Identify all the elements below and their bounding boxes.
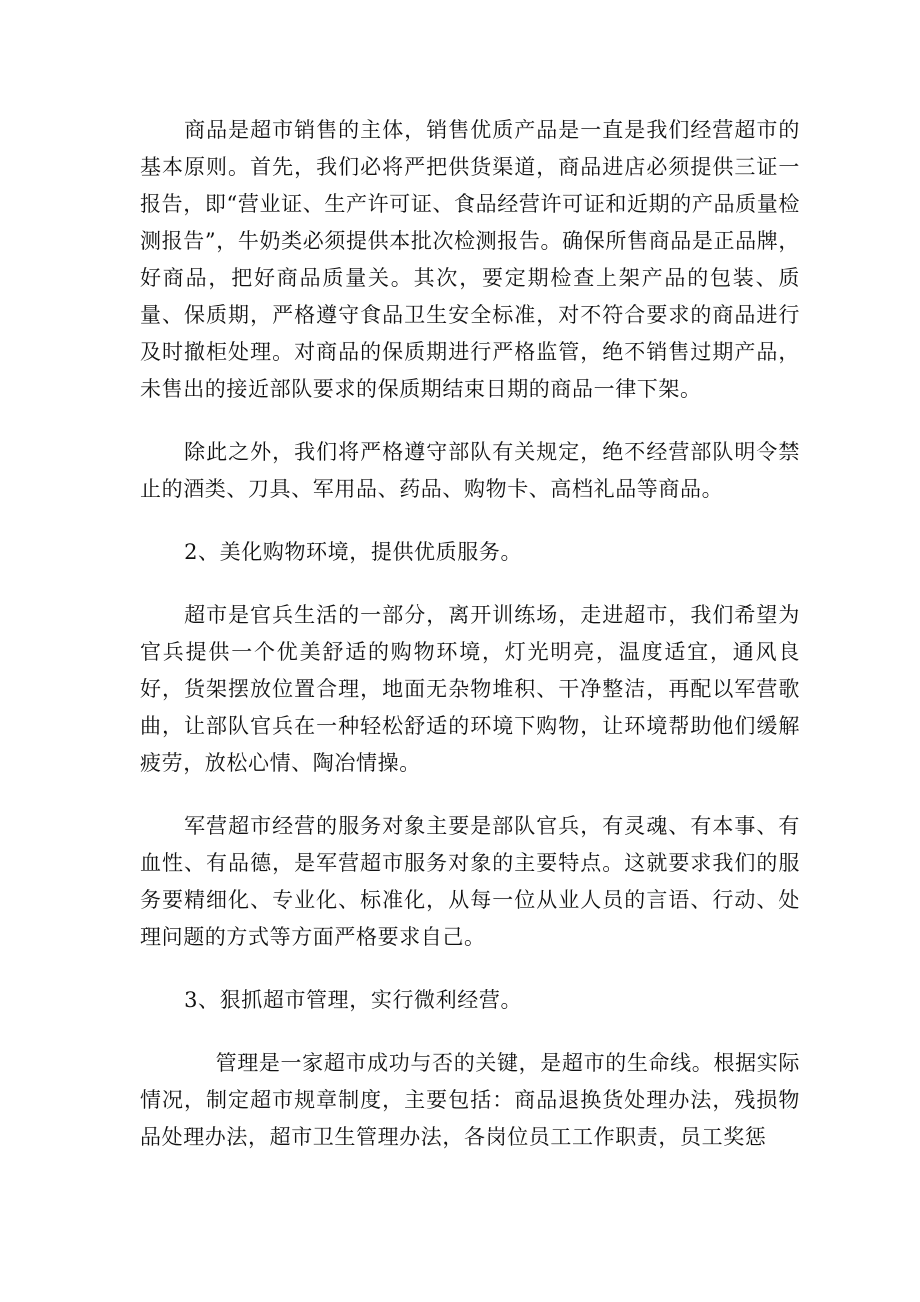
paragraph-management: 管理是一家超市成功与否的关键，是超市的生命线。根据实际情况，制定超市规章制度，主要包括：商品退换货处理办法，残损物品处理办法，超市卫生管理办法，各岗位员工工作职责，员工奖惩 <box>140 1051 800 1149</box>
section-heading-management: 3、狠抓超市管理，实行微利经营。 <box>184 988 523 1012</box>
paragraph-shopping-environment: 超市是官兵生活的一部分，离开训练场，走进超市，我们希望为官兵提供一个优美舒适的购物环境，灯光明亮，温度适宜，通风良好，货架摆放位置合理，地面无杂物堆积、干净整洁，再配以军营歌曲，让部队官兵在一种轻松舒适的环境下购物，让环境帮助他们缓解疲劳，放松心情、陶冶情操。 <box>140 603 800 775</box>
section-heading-environment: 2、美化购物环境，提供优质服务。 <box>184 540 523 564</box>
document-page <box>140 112 800 1182</box>
paragraph-service-targets: 军营超市经营的服务对象主要是部队官兵，有灵魂、有本事、有血性、有品德，是军营超市服务对象的主要特点。这就要求我们的服务要精细化、专业化、标准化，从每一位从业人员的言语、行动、处理问题的方式等方面严格要求自己。 <box>140 814 800 949</box>
paragraph-product-quality: 商品是超市销售的主体，销售优质产品是一直是我们经营超市的基本原则。首先，我们必将严把供货渠道，商品进店必须提供三证一报告，即“营业证、生产许可证、食品经营许可证和近期的产品质量检测报告”，牛奶类必须提供本批次检测报告。确保所售商品是正品牌，好商品，把好商品质量关。其次，要定期检查上架产品的包装、质量、保质期，严格遵守食品卫生安全标准，对不符合要求的商品进行及时撤柜处理。对商品的保质期进行严格监管，绝不销售过期产品，未售出的接近部队要求的保质期结束日期的商品一律下架。 <box>140 118 800 401</box>
paragraph-prohibited-goods: 除此之外，我们将严格遵守部队有关规定，绝不经营部队明令禁止的酒类、刀具、军用品、药品、购物卡、高档礼品等商品。 <box>140 440 800 501</box>
